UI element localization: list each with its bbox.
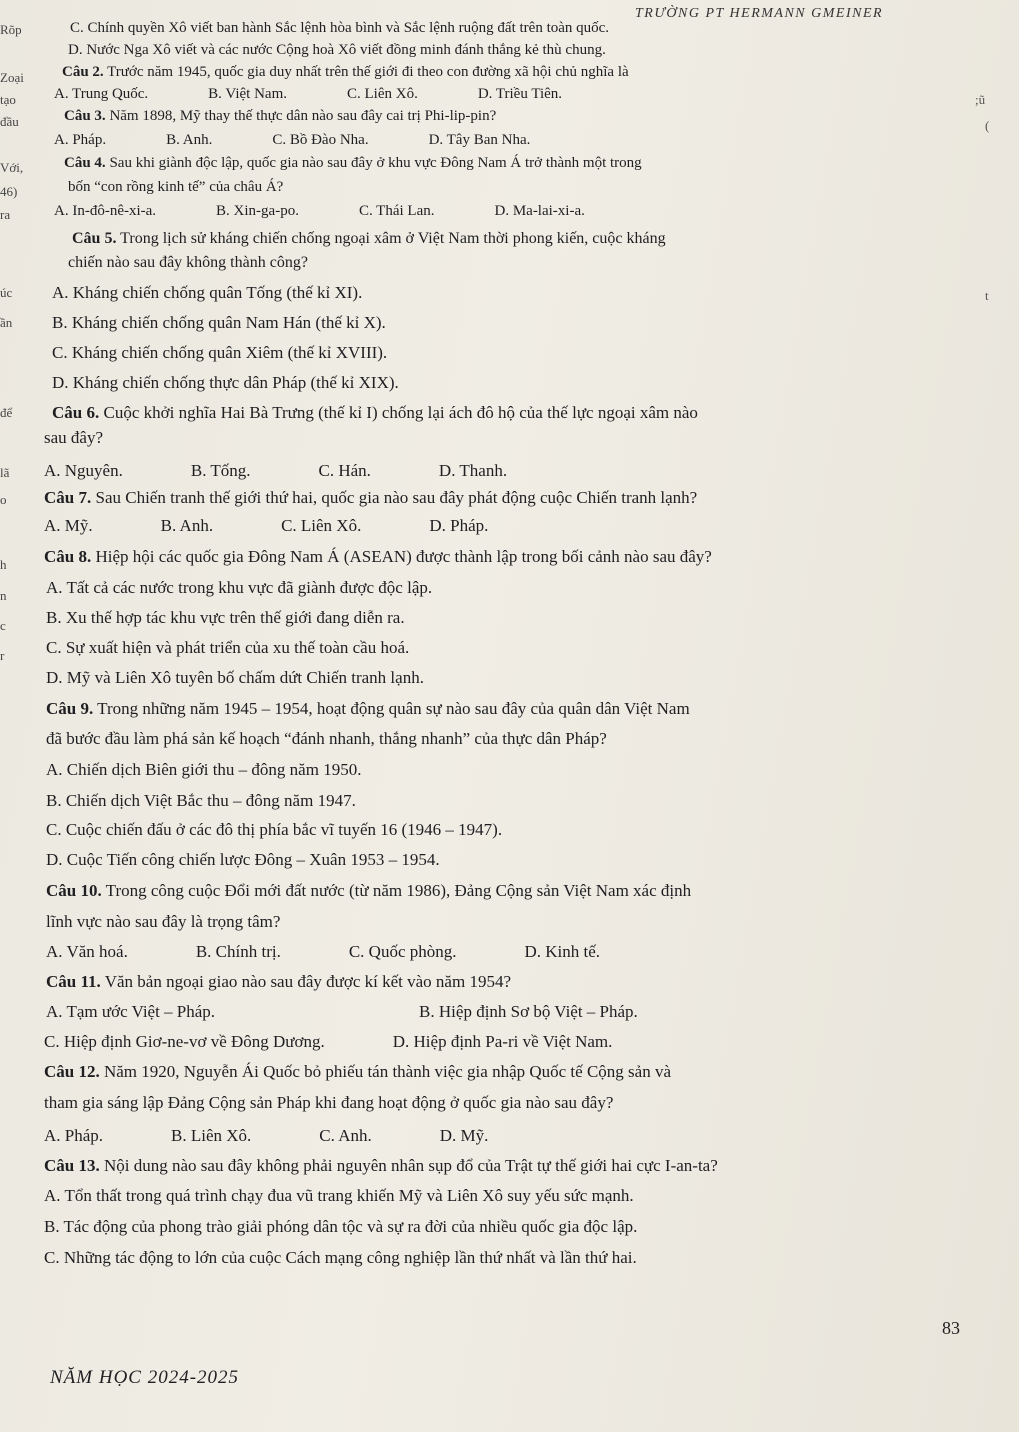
- school-header: TRƯỜNG PT HERMANN GMEINER: [635, 6, 884, 21]
- text-line: lĩnh vực nào sau đây là trọng tâm?: [46, 912, 281, 931]
- text-line: A. Pháp. B. Anh. C. Bồ Đào Nha. D. Tây Ban Nha.: [54, 132, 531, 148]
- margin-fragment: c: [0, 618, 6, 633]
- text-line: B. Kháng chiến chống quân Nam Hán (thế kỉ X).: [52, 313, 386, 332]
- margin-fragment: ần: [0, 315, 13, 330]
- margin-fragment: o: [0, 492, 7, 507]
- question-number: Câu 11.: [46, 972, 101, 991]
- text-line: B. Xu thế hợp tác khu vực trên thế giới đang diễn ra.: [46, 608, 405, 627]
- text-line: Câu 12. Năm 1920, Nguyễn Ái Quốc bỏ phiếu tán thành việc gia nhập Quốc tế Cộng sản và: [44, 1062, 671, 1081]
- text-line: Câu 6. Cuộc khởi nghĩa Hai Bà Trưng (thế kỉ I) chống lại ách đô hộ của thế lực ngoại xâm nào: [52, 403, 698, 422]
- margin-fragment: tạo: [0, 92, 16, 107]
- text-line: C. Kháng chiến chống quân Xiêm (thế kỉ XVIII).: [52, 343, 388, 362]
- margin-fragment: n: [0, 588, 7, 603]
- question-number: Câu 5.: [72, 230, 117, 247]
- margin-fragment: để: [0, 405, 13, 420]
- text-line: A. Văn hoá. B. Chính trị. C. Quốc phòng. D. Kinh tế.: [46, 942, 601, 961]
- margin-fragment: (: [985, 118, 990, 133]
- text-line: D. Kháng chiến chống thực dân Pháp (thế kỉ XIX).: [52, 373, 399, 392]
- text-line: A. Tất cả các nước trong khu vực đã giành được độc lập.: [46, 578, 433, 597]
- text-line: D. Cuộc Tiến công chiến lược Đông – Xuân 1953 – 1954.: [46, 850, 440, 869]
- text-line: Câu 3. Năm 1898, Mỹ thay thế thực dân nào sau đây cai trị Phi-lip-pin?: [64, 108, 497, 124]
- text-line: A. Mỹ. B. Anh. C. Liên Xô. D. Pháp.: [44, 516, 489, 535]
- text-line: A. Trung Quốc. B. Việt Nam. C. Liên Xô. D. Triều Tiên.: [54, 86, 563, 102]
- text-line: Câu 7. Sau Chiến tranh thế giới thứ hai, quốc gia nào sau đây phát động cuộc Chiến tranh lạnh?: [44, 488, 698, 507]
- text-line: B. Tác động của phong trào giải phóng dân tộc và sự ra đời của nhiều quốc gia độc lập.: [44, 1217, 638, 1236]
- question-number: Câu 2.: [62, 64, 104, 80]
- text-line: A. Tổn thất trong quá trình chạy đua vũ trang khiến Mỹ và Liên Xô suy yếu sức mạnh.: [44, 1186, 634, 1205]
- text-line: C. Sự xuất hiện và phát triển của xu thế toàn cầu hoá.: [46, 638, 410, 657]
- text-line: Câu 4. Sau khi giành độc lập, quốc gia nào sau đây ở khu vực Đông Nam Á trở thành một trong: [64, 155, 642, 171]
- question-number: Câu 6.: [52, 403, 100, 422]
- text-line: C. Cuộc chiến đấu ở các đô thị phía bắc vĩ tuyến 16 (1946 – 1947).: [46, 820, 503, 839]
- question-number: Câu 10.: [46, 881, 102, 900]
- margin-fragment: Rõp: [0, 22, 22, 37]
- margin-fragment: Zoại: [0, 70, 24, 85]
- margin-fragment: lã: [0, 465, 10, 480]
- text-line: C. Những tác động to lớn của cuộc Cách mạng công nghiệp lần thứ nhất và lần thứ hai.: [44, 1248, 637, 1267]
- question-number: Câu 8.: [44, 547, 92, 566]
- text-line: D. Mỹ và Liên Xô tuyên bố chấm dứt Chiến tranh lạnh.: [46, 668, 424, 687]
- margin-fragment: ;ũ: [975, 92, 986, 107]
- margin-fragment: ra: [0, 207, 11, 222]
- text-line: tham gia sáng lập Đảng Cộng sản Pháp khi đang hoạt động ở quốc gia nào sau đây?: [44, 1093, 614, 1112]
- text-line: Câu 2. Trước năm 1945, quốc gia duy nhất trên thế giới đi theo con đường xã hội chủ nghĩa là: [62, 64, 629, 80]
- question-number: Câu 4.: [64, 155, 106, 171]
- text-line: Câu 11. Văn bản ngoại giao nào sau đây được kí kết vào năm 1954?: [46, 972, 511, 991]
- text-line: bốn “con rồng kinh tế” của châu Á?: [68, 179, 284, 195]
- margin-fragment: Với,: [0, 160, 24, 175]
- text-line: A. Nguyên. B. Tống. C. Hán. D. Thanh.: [44, 461, 508, 480]
- question-number: Câu 13.: [44, 1156, 100, 1175]
- text-line: Câu 5. Trong lịch sử kháng chiến chống ngoại xâm ở Việt Nam thời phong kiến, cuộc kháng: [72, 230, 666, 247]
- text-line: chiến nào sau đây không thành công?: [68, 254, 308, 271]
- margin-fragment: 46): [0, 184, 18, 199]
- text-line: Câu 9. Trong những năm 1945 – 1954, hoạt động quân sự nào sau đây của quân dân Việt Nam: [46, 699, 690, 718]
- margin-fragment: đầu: [0, 114, 19, 129]
- text-line: đã bước đầu làm phá sản kế hoạch “đánh nhanh, thắng nhanh” của thực dân Pháp?: [46, 729, 607, 748]
- text-line: C. Chính quyền Xô viết ban hành Sắc lệnh hòa bình và Sắc lệnh ruộng đất trên toàn quốc.: [70, 20, 610, 36]
- text-line: A. In-đô-nê-xi-a. B. Xin-ga-po. C. Thái Lan. D. Ma-lai-xi-a.: [54, 203, 585, 219]
- question-number: Câu 3.: [64, 108, 106, 124]
- page-number: 83: [942, 1318, 960, 1338]
- text-line: Câu 10. Trong công cuộc Đổi mới đất nước (từ năm 1986), Đảng Cộng sản Việt Nam xác định: [46, 881, 692, 900]
- question-number: Câu 12.: [44, 1062, 100, 1081]
- text-line: A. Tạm ước Việt – Pháp. B. Hiệp định Sơ bộ Việt – Pháp.: [46, 1002, 638, 1021]
- text-line: A. Pháp. B. Liên Xô. C. Anh. D. Mỹ.: [44, 1126, 489, 1145]
- question-number: Câu 7.: [44, 488, 92, 507]
- question-number: Câu 9.: [46, 699, 94, 718]
- margin-fragment: t: [985, 288, 989, 303]
- margin-fragment: h: [0, 557, 7, 572]
- text-line: sau đây?: [44, 428, 104, 447]
- margin-fragment: úc: [0, 285, 13, 300]
- school-year: NĂM HỌC 2024-2025: [50, 1367, 240, 1388]
- text-line: Câu 13. Nội dung nào sau đây không phải nguyên nhân sụp đổ của Trật tự thế giới hai cực I-an-ta?: [44, 1156, 718, 1175]
- text-line: A. Chiến dịch Biên giới thu – đông năm 1950.: [46, 760, 362, 779]
- margin-fragment: r: [0, 648, 5, 663]
- text-line: C. Hiệp định Giơ-ne-vơ về Đông Dương. D. Hiệp định Pa-ri về Việt Nam.: [44, 1032, 613, 1051]
- text-line: B. Chiến dịch Việt Bắc thu – đông năm 1947.: [46, 791, 356, 810]
- text-line: D. Nước Nga Xô viết và các nước Cộng hoà Xô viết đồng minh đánh thắng kẻ thù chung.: [68, 42, 606, 58]
- text-line: Câu 8. Hiệp hội các quốc gia Đông Nam Á (ASEAN) được thành lập trong bối cảnh nào sau đây?: [44, 547, 712, 566]
- text-line: A. Kháng chiến chống quân Tống (thế kỉ XI).: [52, 283, 363, 302]
